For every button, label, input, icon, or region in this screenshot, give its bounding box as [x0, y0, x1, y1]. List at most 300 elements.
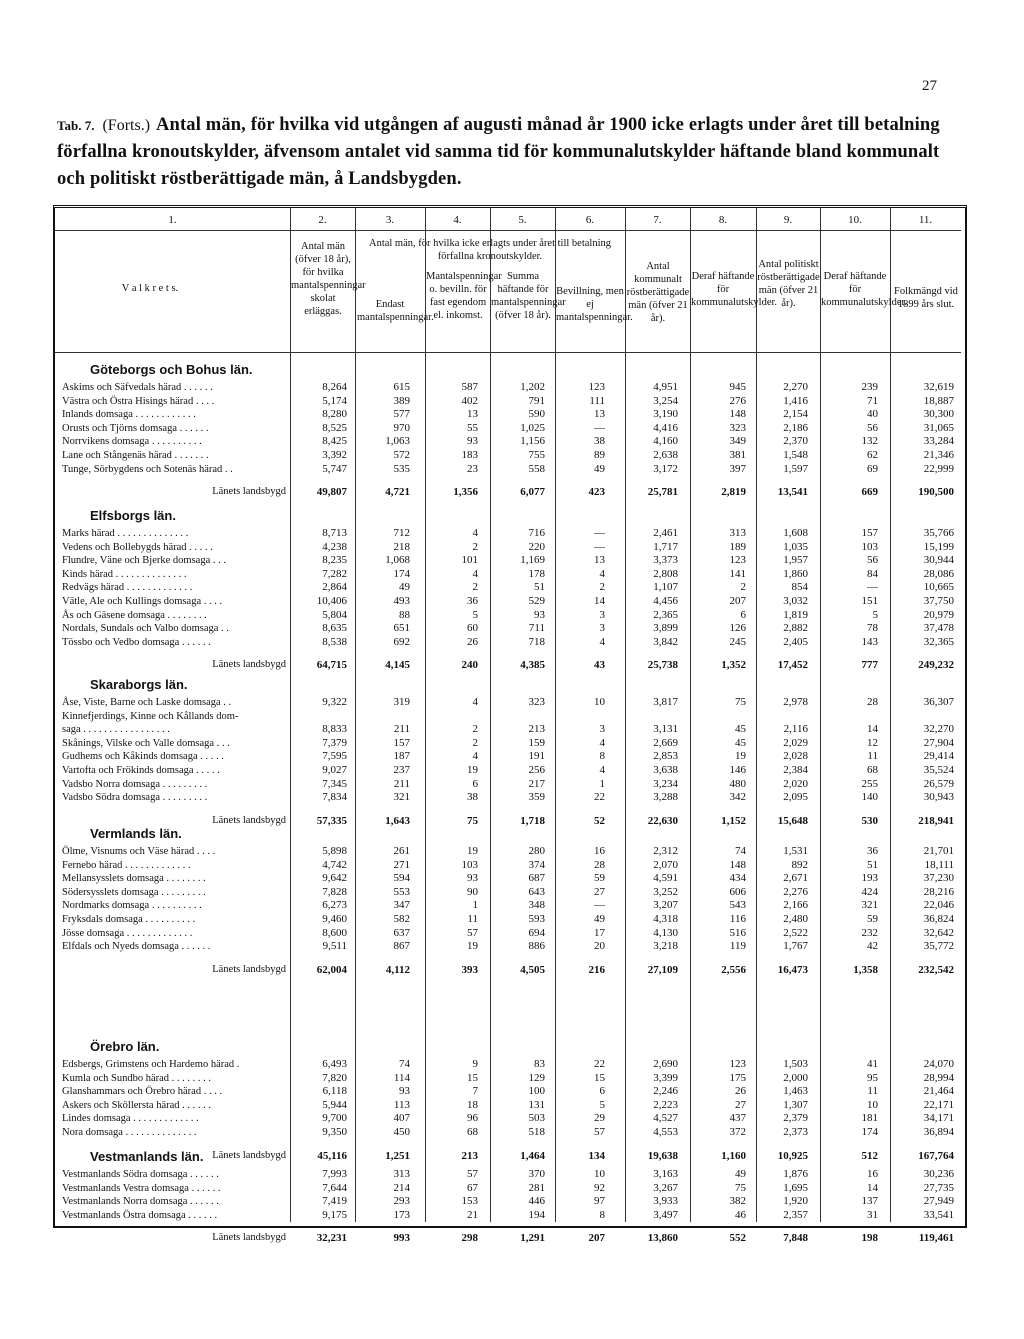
table-cell: 4,553	[653, 1126, 678, 1138]
table-cell: 123	[729, 1058, 746, 1070]
table-cell: 7,834	[322, 791, 347, 804]
table-cell: 716	[528, 527, 545, 539]
table-cell: 271	[393, 858, 410, 871]
table-cell: 157	[861, 527, 878, 539]
column-number: 1.	[168, 214, 177, 226]
table-cell: 11	[867, 1085, 878, 1098]
total-cell: 1,718	[520, 814, 545, 827]
table-cell: 35,766	[923, 527, 954, 539]
section-title: Skaraborgs län.	[90, 677, 188, 692]
table-cell: 493	[393, 595, 410, 607]
table-cell: 2,116	[783, 723, 808, 736]
row-label: Södersysslets domsaga . . . . . . . . .	[62, 886, 206, 898]
table-cell: 29	[594, 1112, 605, 1125]
table-cell: 27	[594, 885, 605, 898]
table-cell: 255	[861, 777, 878, 790]
table-cell: 5,804	[322, 608, 347, 621]
total-label: Länets landsbygd	[212, 486, 286, 498]
table-cell: 5,898	[322, 845, 347, 857]
table-cell: 687	[528, 872, 545, 885]
column-number: 2.	[318, 214, 327, 226]
table-cell: 213	[528, 723, 545, 736]
table-cell: 15,199	[923, 540, 954, 553]
table-cell: 22,171	[923, 1098, 954, 1111]
table-cell: 313	[729, 527, 746, 539]
table-cell: 293	[393, 1195, 410, 1208]
section-title: Vestmanlands län.	[90, 1149, 204, 1164]
table-cell: 93	[467, 872, 478, 885]
table-cell: 28,086	[923, 567, 954, 580]
column-number: 5.	[518, 214, 527, 226]
header-group-3-6: Antal män, för hvilka icke erlagts under året till betalning förfallna kronoutskylder.	[368, 238, 611, 262]
table-cell: 2,690	[653, 1058, 678, 1070]
table-cell: 694	[528, 926, 545, 939]
total-cell: 552	[729, 1232, 746, 1245]
table-cell: 14	[867, 723, 878, 736]
total-cell: 62,004	[316, 963, 347, 976]
table-cell: 71	[867, 394, 878, 407]
header-col3: Endast mantalspenningar.	[357, 299, 434, 323]
table-cell: 7,419	[322, 1195, 347, 1208]
table-cell: 6	[472, 777, 478, 790]
table-cell: 2,186	[783, 421, 808, 434]
table-cell: 4	[472, 696, 478, 708]
table-cell: 19	[467, 764, 478, 776]
table-cell: 1,767	[783, 940, 808, 953]
row-label: Vestmanlands Vestra domsaga . . . . . .	[62, 1182, 221, 1194]
table-cell: 211	[393, 777, 410, 790]
table-cell: 516	[729, 926, 746, 939]
row-label: Nordmarks domsaga . . . . . . . . . .	[62, 900, 202, 912]
table-cell: 119	[729, 940, 746, 953]
table-cell: 402	[461, 394, 478, 407]
header-col8: Deraf häftande för kommunalutskylder.	[691, 271, 778, 308]
column-number: 7.	[653, 214, 662, 226]
table-cell: 8,525	[322, 421, 347, 434]
table-cell: 2,370	[783, 435, 808, 448]
table-cell: 46	[735, 1208, 746, 1221]
header-col7: Antal kommunalt röstberättigade män (öfver 21 år).	[626, 261, 690, 324]
total-cell: 1,358	[853, 963, 878, 976]
table-cell: 193	[861, 872, 878, 885]
row-label: Orusts och Tjörns domsaga . . . . . .	[62, 422, 209, 434]
table-cell: 643	[528, 885, 545, 898]
table-cell: 5	[872, 608, 878, 621]
table-cell: 615	[393, 381, 410, 393]
header-col5: Summa häftande för mantalspenningar (öfver 18 år).	[491, 271, 566, 321]
table-cell: 3,288	[653, 791, 678, 804]
table-cell: 51	[867, 858, 878, 871]
header-col10: Deraf häftande för kommunalutskylder.	[821, 271, 908, 308]
total-cell: 49,807	[316, 486, 347, 499]
table-cell: 945	[729, 381, 746, 393]
table-cell: 101	[461, 554, 478, 567]
table-cell: 30,236	[923, 1168, 954, 1180]
table-cell: 5	[472, 608, 478, 621]
table-cell: 32,642	[923, 926, 954, 939]
table-cell: 572	[393, 449, 410, 461]
table-cell: 347	[393, 899, 410, 912]
table-cell: 382	[729, 1195, 746, 1208]
table-cell: 146	[729, 764, 746, 776]
table-cell: 37,478	[923, 622, 954, 635]
table-cell: 518	[528, 1126, 545, 1138]
row-label: Vestmanlands Östra domsaga . . . . . .	[62, 1209, 218, 1221]
table-cell: 194	[528, 1208, 545, 1221]
column-number: 3.	[385, 214, 395, 226]
table-cell: 276	[729, 394, 746, 407]
total-cell: 119,461	[918, 1232, 954, 1245]
table-cell: 2	[472, 540, 478, 553]
table-cell: 2,379	[783, 1112, 808, 1125]
table-cell: 96	[467, 1112, 478, 1125]
table-cell: 1,068	[385, 554, 410, 567]
total-cell: 167,764	[918, 1149, 954, 1162]
table-cell: 97	[594, 1195, 605, 1208]
table-cell: 711	[528, 622, 545, 635]
table-cell: 3,842	[653, 635, 678, 648]
table-cell: 103	[861, 540, 878, 553]
table-cell: 59	[594, 872, 605, 885]
row-label: Glanshammars och Örebro härad . . . .	[62, 1086, 223, 1098]
table-cell: 2,154	[783, 408, 808, 421]
table-cell: 321	[861, 899, 878, 912]
total-cell: 216	[588, 963, 605, 976]
table-cell: 56	[867, 421, 878, 434]
table-cell: 140	[861, 791, 878, 804]
table-cell: 606	[729, 885, 746, 898]
total-cell: 25,738	[647, 659, 678, 672]
table-cell: 214	[393, 1181, 410, 1194]
total-cell: 75	[467, 814, 478, 827]
table-cell: 2	[599, 581, 605, 594]
table-cell: 20,979	[923, 608, 954, 621]
table-cell: 51	[534, 581, 545, 594]
table-cell: 2,357	[783, 1208, 808, 1221]
table-cell: 45	[735, 723, 746, 736]
table-cell: 1,025	[520, 421, 545, 434]
table-cell: 92	[594, 1181, 605, 1194]
table-cell: 3,392	[322, 449, 347, 461]
table-cell: 2,882	[783, 622, 808, 635]
total-cell: 13,541	[777, 486, 808, 499]
table-cell: 78	[867, 622, 878, 635]
table-cell: 281	[528, 1181, 545, 1194]
table-cell: 4	[472, 567, 478, 580]
total-cell: 27,109	[647, 963, 678, 976]
table-cell: 349	[729, 435, 746, 448]
table-cell: 1,169	[520, 554, 545, 567]
table-cell: 75	[735, 696, 746, 708]
table-cell: 2,808	[653, 567, 678, 580]
table-cell: 434	[729, 872, 746, 885]
row-label: Vätle, Ale och Kullings domsaga . . . .	[62, 596, 223, 607]
section-title: Elfsborgs län.	[90, 508, 176, 523]
total-cell: 1,356	[453, 486, 478, 499]
table-cell: 10,406	[316, 595, 347, 607]
table-cell: 1,307	[783, 1098, 808, 1111]
table-cell: 68	[867, 764, 878, 776]
table-cell: 157	[393, 736, 410, 749]
total-cell: 13,860	[647, 1232, 678, 1245]
column-number: 10.	[848, 214, 862, 226]
table-cell: 74	[399, 1058, 410, 1070]
table-cell: 9,642	[322, 872, 347, 885]
table-cell: 37,750	[923, 595, 954, 607]
table-cell: 3,399	[653, 1071, 678, 1084]
table-cell: 4,130	[653, 926, 678, 939]
table-cell: 183	[461, 449, 478, 461]
table-cell: 1,860	[783, 567, 808, 580]
row-label: saga . . . . . . . . . . . . . . . . .	[62, 724, 170, 736]
table-cell: 148	[729, 408, 746, 421]
table-cell: 8	[599, 1208, 605, 1221]
table-cell: 41	[867, 1058, 878, 1070]
table-cell: 6,118	[322, 1085, 347, 1098]
row-label: Norrvikens domsaga . . . . . . . . . .	[62, 436, 202, 448]
table-ref: Tab. 7.	[57, 118, 95, 133]
total-cell: 43	[594, 659, 605, 672]
table-title	[57, 112, 967, 193]
table-cell: 207	[729, 595, 746, 607]
total-cell: 1,152	[721, 814, 746, 827]
table-cell: 5,944	[322, 1098, 347, 1111]
row-label: Fryksdals domsaga . . . . . . . . . .	[62, 914, 196, 925]
row-label: Skånings, Vilske och Valle domsaga . . .	[62, 737, 230, 749]
table-cell: 892	[791, 858, 808, 871]
table-cell: 7,820	[322, 1071, 347, 1084]
table-cell: 69	[867, 462, 878, 475]
table-cell: 8,600	[322, 926, 347, 939]
table-cell: 3,032	[783, 595, 808, 607]
table-cell: 49	[594, 913, 605, 925]
table-cell: 178	[528, 567, 545, 580]
table-cell: 30,300	[923, 408, 954, 421]
total-cell: 25,781	[647, 486, 678, 499]
table-cell: 84	[867, 567, 878, 580]
table-cell: 29,414	[923, 750, 954, 763]
table-cell: 89	[594, 449, 605, 461]
table-cell: 36,307	[923, 696, 954, 708]
table-cell: 4,527	[653, 1112, 678, 1125]
total-cell: 57,335	[316, 814, 347, 827]
total-cell: 218,941	[918, 814, 954, 827]
table-cell: 2,276	[783, 885, 808, 898]
table-cell: 57	[467, 926, 478, 939]
total-cell: 1,352	[721, 659, 746, 672]
table-cell: 2,070	[653, 858, 678, 871]
table-cell: 11	[467, 913, 478, 925]
table-cell: 1,463	[783, 1085, 808, 1098]
row-label: Åse, Viste, Barne och Laske domsaga . .	[62, 697, 232, 708]
table-cell: 854	[791, 581, 808, 594]
table-cell: —	[594, 540, 605, 553]
table-cell: 126	[729, 622, 746, 635]
row-label: Inlands domsaga . . . . . . . . . . . .	[62, 409, 196, 421]
table-cell: 3,163	[653, 1168, 678, 1180]
table-cell: 24,070	[923, 1058, 954, 1070]
table-cell: 13	[594, 554, 605, 567]
total-cell: 4,505	[520, 963, 545, 976]
table-cell: 28,216	[923, 885, 954, 898]
column-number: 4.	[453, 214, 462, 226]
table-cell: 8,713	[322, 527, 347, 539]
table-cell: 10	[867, 1098, 878, 1111]
total-cell: 16,473	[777, 963, 808, 976]
table-cell: 2,365	[653, 608, 678, 621]
total-cell: 423	[588, 486, 605, 499]
table-cell: 1,156	[520, 435, 545, 448]
row-label: Vestmanlands Norra domsaga . . . . . .	[62, 1196, 219, 1208]
total-cell: 32,231	[316, 1232, 347, 1245]
table-cell: 38	[467, 791, 478, 804]
table-cell: 21	[467, 1208, 478, 1221]
table-cell: 32,270	[923, 723, 954, 736]
table-cell: 32,619	[923, 381, 954, 393]
table-cell: 114	[393, 1071, 410, 1084]
total-cell: 232,542	[918, 963, 954, 976]
table-cell: 137	[861, 1195, 878, 1208]
table-cell: 3	[599, 723, 605, 736]
table-cell: 3,252	[653, 885, 678, 898]
table-cell: 239	[861, 381, 878, 393]
table-cell: 232	[861, 926, 878, 939]
header-col2: Antal män (öfver 18 år), för hvilka mantalspenningar skolat erläggas.	[291, 241, 366, 317]
table-cell: 26,579	[923, 777, 954, 790]
table-cell: 582	[393, 913, 410, 925]
total-cell: 512	[861, 1149, 878, 1162]
table-cell: 16	[594, 845, 605, 857]
table-cell: 2	[472, 581, 478, 594]
table-cell: 83	[534, 1058, 545, 1070]
table-cell: 2,522	[783, 926, 808, 939]
table-cell: 151	[861, 595, 878, 607]
table-cell: 14	[594, 595, 605, 607]
table-cell: 13	[594, 408, 605, 421]
table-cell: 321	[393, 791, 410, 804]
table-cell: 67	[467, 1181, 478, 1194]
page-number: 27	[922, 78, 937, 94]
table-cell: 57	[467, 1168, 478, 1180]
table-cell: 8,235	[322, 554, 347, 567]
table-cell: 2,853	[653, 750, 678, 763]
table-cell: 12	[867, 736, 878, 749]
total-cell: 207	[588, 1232, 605, 1245]
table-cell: 211	[393, 723, 410, 736]
table-cell: 348	[528, 899, 545, 912]
total-cell: 64,715	[316, 659, 347, 672]
table-cell: 9,175	[322, 1208, 347, 1221]
row-label: Lane och Stångenäs härad . . . . . . .	[62, 450, 209, 461]
table-cell: 2,270	[783, 381, 808, 393]
table-cell: 49	[399, 581, 410, 594]
total-label: Länets landsbygd	[212, 963, 286, 975]
table-cell: 3,267	[653, 1181, 678, 1194]
table-cell: 1,920	[783, 1195, 808, 1208]
total-cell: 777	[861, 659, 878, 672]
table-cell: 19	[467, 940, 478, 953]
table-cell: 181	[861, 1112, 878, 1125]
table-cell: 173	[393, 1208, 410, 1221]
table-cell: 143	[861, 635, 878, 648]
table-cell: 359	[528, 791, 545, 804]
table-cell: 1,717	[653, 540, 678, 553]
row-label: Tunge, Sörbygdens och Sotenäs härad . .	[62, 463, 233, 475]
table-cell: 3	[599, 608, 605, 621]
header-col9: Antal politiskt röstberättigade män (öfver 21 år).	[757, 259, 820, 309]
total-cell: 249,232	[918, 659, 954, 672]
table-cell: 280	[528, 845, 545, 857]
table-cell: 26	[735, 1085, 746, 1098]
total-label: Länets landsbygd	[212, 1149, 286, 1161]
table-cell: 113	[393, 1098, 410, 1111]
row-label: Vedens och Bollebygds härad . . . . .	[62, 541, 213, 553]
table-cell: 8	[599, 750, 605, 763]
table-cell: 2	[740, 581, 746, 594]
table-cell: 38	[594, 435, 605, 448]
total-cell: 669	[861, 486, 878, 499]
table-cell: 6	[599, 1085, 605, 1098]
row-label: Kumla och Sundbo härad . . . . . . . .	[62, 1072, 212, 1084]
total-cell: 993	[393, 1232, 410, 1245]
row-label: Vadsbo Norra domsaga . . . . . . . . .	[62, 778, 208, 790]
table-cell: 437	[729, 1112, 746, 1125]
total-cell: 1,291	[520, 1232, 545, 1245]
table-cell: 4,456	[653, 595, 678, 607]
table-cell: 60	[467, 622, 478, 635]
header-col4: Mantalspenningar o. bevilln. för fast egendom el. inkomst.	[426, 271, 502, 321]
row-label: Kinds härad . . . . . . . . . . . . . .	[62, 568, 187, 580]
table-cell: 1,531	[783, 845, 808, 857]
total-cell: 52	[594, 814, 605, 827]
table-cell: 4,416	[653, 421, 678, 434]
table-cell: 4,160	[653, 435, 678, 448]
table-cell: 1,695	[783, 1181, 808, 1194]
table-cell: 342	[729, 791, 746, 804]
total-cell: 213	[461, 1149, 478, 1162]
total-cell: 530	[861, 814, 878, 827]
table-cell: 2,480	[783, 913, 808, 925]
table-cell: 7	[472, 1085, 478, 1098]
total-label: Länets landsbygd	[212, 1232, 286, 1244]
table-cell: 187	[393, 750, 410, 763]
table-cell: 218	[393, 540, 410, 553]
table-cell: 970	[393, 421, 410, 434]
table-cell: 4,591	[653, 872, 678, 885]
table-cell: 529	[528, 595, 545, 607]
table-cell: 31	[867, 1208, 878, 1221]
row-label: Askims och Säfvedals härad . . . . . .	[62, 382, 213, 393]
total-cell: 1,160	[721, 1149, 746, 1162]
table-cell: 8,264	[322, 381, 347, 393]
header-col11: Folkmängd vid 1899 års slut.	[894, 286, 958, 310]
table-cell: 148	[729, 858, 746, 871]
table-cell: 3,817	[653, 696, 678, 708]
table-cell: 10	[594, 1168, 605, 1180]
continued-marker: (Forts.)	[102, 117, 151, 134]
table-cell: —	[867, 581, 878, 594]
row-label: Vartofta och Frökinds domsaga . . . . .	[62, 765, 220, 776]
table-cell: 594	[393, 872, 410, 885]
table-cell: 245	[729, 635, 746, 648]
table-cell: 22,999	[923, 462, 954, 475]
row-label: Mellansysslets domsaga . . . . . . . .	[62, 873, 206, 885]
table-cell: 3	[599, 622, 605, 635]
table-cell: 62	[867, 449, 878, 461]
table-cell: 28	[594, 858, 605, 871]
table-cell: 558	[528, 462, 545, 475]
table-cell: 36,824	[923, 913, 954, 925]
